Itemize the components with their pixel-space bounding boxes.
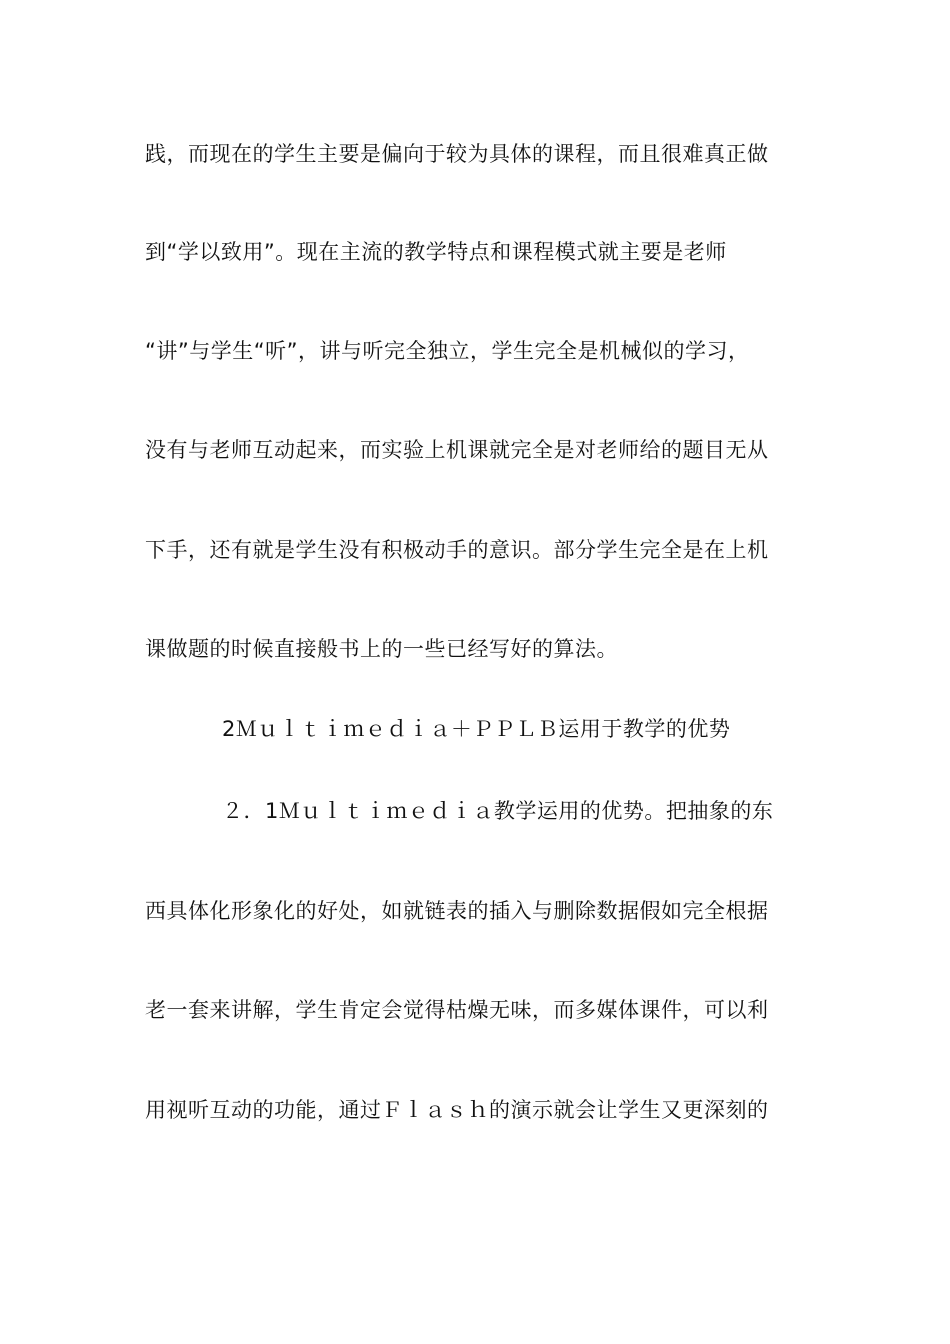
paragraph-line-5: 下手，还有就是学生没有积极动手的意识。部分学生完全是在上机 (145, 538, 769, 562)
subsection-line-1: ２．1Ｍｕｌｔｉｍｅｄｉａ教学运用的优势。把抽象的东 (222, 799, 774, 823)
subsection-line-4: 用视听互动的功能，通过Ｆｌａｓｈ的演示就会让学生又更深刻的 (145, 1098, 769, 1122)
section-heading: 2Ｍｕｌｔｉｍｅｄｉａ＋ＰＰＬＢ运用于教学的优势 (222, 717, 731, 741)
subsection-line-2: 西具体化形象化的好处，如就链表的插入与删除数据假如完全根据 (145, 899, 769, 923)
paragraph-line-3: “讲”与学生“听”，讲与听完全独立，学生完全是机械似的学习， (145, 339, 750, 363)
subsection-line-3: 老一套来讲解，学生肯定会觉得枯燥无味，而多媒体课件，可以利 (145, 998, 769, 1022)
paragraph-line-1: 践，而现在的学生主要是偏向于较为具体的课程，而且很难真正做 (145, 142, 769, 166)
paragraph-line-2: 到“学以致用”。现在主流的教学特点和课程模式就主要是老师 (145, 240, 727, 264)
paragraph-line-6: 课做题的时候直接般书上的一些已经写好的算法。 (145, 637, 618, 661)
paragraph-line-4: 没有与老师互动起来，而实验上机课就完全是对老师给的题目无从 (145, 438, 769, 462)
